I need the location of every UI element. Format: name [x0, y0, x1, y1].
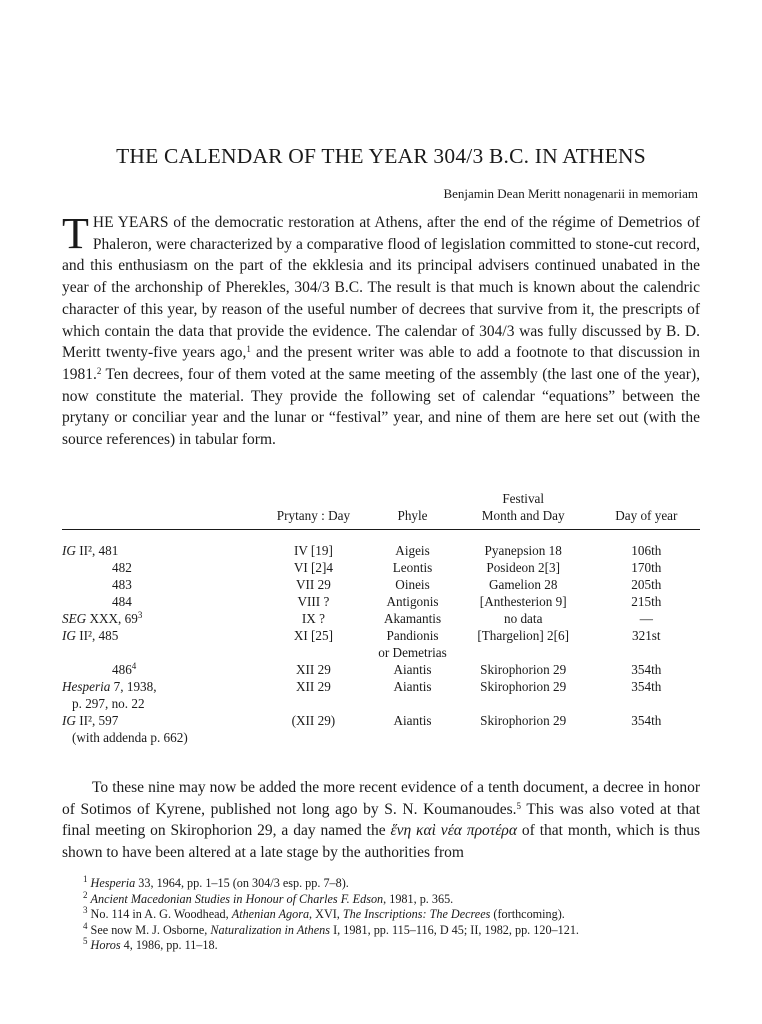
phyle-cell [371, 559, 454, 576]
phyle-name: Leontis [392, 560, 433, 575]
intro-paragraph [62, 209, 700, 451]
footnote [83, 907, 713, 923]
source-journal: Hesperia [62, 679, 111, 694]
source-ref: 482 [112, 560, 132, 575]
footnote-ref[interactable]: 2 [96, 365, 102, 376]
closing-paragraph [62, 777, 700, 864]
dedication: Benjamin Dean Meritt nonagenarii in memoriam [443, 186, 698, 201]
source-ref: II², 597 [75, 713, 119, 728]
phyle-name: Aiantis [393, 662, 432, 677]
table-row [62, 678, 700, 712]
phyle-cell [371, 678, 454, 712]
table-row [62, 661, 700, 678]
greek-phrase: ἕνη καὶ νέα προτέρα [390, 822, 518, 840]
prytany-cell: VIII ? [297, 594, 330, 609]
table-row [62, 559, 700, 576]
source-cell [62, 627, 256, 661]
footnote-number: 1 [83, 874, 88, 884]
day-of-year-cell: — [639, 611, 653, 626]
para-text: of that month, which is thus shown to have been altered at a late stage by the authorities from [62, 822, 701, 862]
footnote-title: The Inscriptions: The Decrees [342, 907, 491, 921]
footnote-number: 3 [83, 905, 88, 915]
footnote-text: No. 114 in A. G. Woodhead, [90, 907, 232, 921]
phyle-name: Akamantis [383, 611, 442, 626]
source-journal: IG [62, 543, 76, 558]
footnote-ref[interactable]: 3 [137, 610, 143, 620]
prytany-cell: IX ? [301, 611, 325, 626]
footnote [83, 920, 713, 939]
festival-header-bottom: Month and Day [454, 507, 593, 530]
footnote [83, 889, 713, 908]
festival-cell: Skirophorion 29 [480, 713, 567, 728]
source-ref: 486 [112, 662, 132, 677]
phyle-name: Aiantis [393, 679, 432, 694]
footnotes [83, 876, 713, 954]
source-journal: SEG [62, 611, 87, 626]
day-of-year-cell: 215th [631, 594, 662, 609]
para-text: and the present writer was able to add a footnote to that discussion in 1981. [62, 344, 700, 383]
table-row [62, 530, 700, 560]
festival-cell: [Anthesterion 9] [479, 594, 567, 609]
footnote-text: See now M. J. Osborne, [90, 922, 211, 937]
source-ref: 484 [112, 594, 132, 609]
phyle-name: Antigonis [386, 594, 439, 609]
footnote-text: 33, 1964, pp. 1–15 (on 304/3 esp. pp. 7–8). [135, 876, 349, 890]
source-ref: 483 [112, 577, 132, 592]
day-of-year-cell: 354th [631, 679, 662, 694]
phyle-cell [371, 712, 454, 746]
prytany-cell: XII 29 [296, 662, 331, 677]
footnote-ref[interactable]: 4 [131, 661, 137, 671]
phyle-name: Aigeis [395, 543, 430, 558]
phyle-alt: or Demetrias [378, 645, 447, 660]
footnote [83, 938, 713, 954]
era-abbrev: B.C. [334, 279, 363, 297]
phyle-name: Aiantis [393, 713, 432, 728]
footnote-title: Ancient Macedonian Studies in Honour of Charles F. Edson [90, 891, 384, 906]
footnote-ref[interactable]: 1 [246, 344, 251, 355]
footnote-text: 4, 1986, pp. 11–18. [120, 938, 218, 952]
footnote-ref[interactable]: 5 [516, 800, 522, 811]
table-header-row [62, 507, 700, 530]
phyle-name: Pandionis [386, 628, 439, 643]
source-ref-line2: p. 297, no. 22 [72, 696, 145, 711]
day-of-year-cell: 205th [631, 577, 662, 592]
prytany-cell: VI [2]4 [293, 560, 333, 575]
day-of-year-cell: 354th [631, 713, 662, 728]
source-cell [62, 712, 256, 746]
para-text: Ten decrees, four of them voted at the same meeting of the assembly (the last one of the year), now constitute the material. They provide the following set of calendar “equations” between the prytany or conciliar year and the lunar or “festival” year, and nine of them are here set out (with the source references) in tabular form. [62, 365, 700, 449]
day-of-year-cell: 170th [631, 560, 662, 575]
prytany-header: Prytany : Day [256, 507, 372, 530]
drop-cap: T [62, 209, 89, 258]
phyle-cell [371, 530, 454, 560]
footnote-number: 4 [83, 920, 88, 931]
para-text: This was also voted at that final meeting on Skirophorion 29, a day named the [62, 800, 701, 840]
phyle-name: Oineis [395, 577, 430, 592]
footnote-text: , 1981, p. 365. [383, 891, 454, 906]
prytany-cell: IV [19] [293, 543, 333, 558]
footnote-text: (forthcoming). [490, 907, 565, 921]
source-journal: IG [62, 628, 76, 643]
source-cell [62, 576, 256, 593]
table-row [62, 712, 700, 746]
footnote-title: Naturalization in Athens [210, 922, 331, 937]
footnote-number: 5 [83, 936, 88, 946]
phyle-cell [371, 576, 454, 593]
festival-cell: Gamelion 28 [488, 577, 558, 592]
table-header-row [62, 490, 700, 507]
footnote-number: 2 [83, 889, 88, 900]
source-cell [62, 661, 256, 678]
article-title: THE CALENDAR OF THE YEAR 304/3 B.C. IN ATHENS [116, 144, 646, 168]
para-text: HE YEARS of the democratic restoration at Athens, after the end of the régime of Demetrios of Phaleron, were characterized by a comparative flood of legislation committed to stone-cut record, and this enthusiasm on the part of the ekklesia and its principal advisers continued unabated in the year of the archonship of Pherekles, 304/3 [62, 214, 700, 297]
table-row [62, 593, 700, 610]
prytany-cell: VII 29 [296, 577, 331, 592]
source-cell [62, 593, 256, 610]
source-ref: 7, 1938, [110, 679, 157, 694]
footnote-title: Hesperia [90, 876, 136, 890]
para-text: The result is that much is known about the calendric character of this year, by reason of the useful number of decrees that survive from it, the prescripts of which contain the data that provide the evidence. The calendar of 304/3 was fully discussed by B. D. Meritt twenty-five years ago, [62, 279, 700, 362]
festival-cell: Skirophorion 29 [480, 662, 567, 677]
footnote-text: , XVI, [309, 907, 343, 921]
source-ref: II², 481 [75, 543, 119, 558]
source-cell [62, 610, 256, 627]
source-ref: XXX, 69 [86, 611, 138, 626]
source-ref-line2: (with addenda p. 662) [72, 730, 188, 745]
source-cell [62, 530, 256, 560]
footnote-title: Athenian Agora [231, 907, 310, 921]
para-text: To these nine may now be added the more recent evidence of a tenth document, a decree in honor of Sotimos of Kyrene, published not long ago by S. N. Koumanoudes. [62, 779, 700, 818]
table-row [62, 610, 700, 627]
prytany-cell: (XII 29) [291, 713, 336, 728]
festival-header-top: Festival [502, 491, 545, 506]
calendar-table [62, 490, 700, 746]
footnote-text: I, 1981, pp. 115–116, D 45; II, 1982, pp. 120–121. [330, 922, 579, 937]
festival-cell: no data [503, 611, 543, 626]
source-cell [62, 678, 256, 712]
phyle-cell [371, 610, 454, 627]
footnote-title: Horos [90, 938, 121, 952]
table-row [62, 576, 700, 593]
day-of-year-cell: 354th [631, 662, 662, 677]
day-of-year-cell: 321st [632, 628, 661, 643]
festival-cell: Pyanepsion 18 [484, 543, 562, 558]
phyle-cell [371, 627, 454, 661]
source-cell [62, 559, 256, 576]
festival-cell: Skirophorion 29 [480, 679, 567, 694]
phyle-cell [371, 593, 454, 610]
source-journal: IG [62, 713, 76, 728]
footnote [83, 876, 713, 892]
festival-cell: Posideon 2[3] [486, 560, 561, 575]
day-of-year-header: Day of year [593, 507, 700, 530]
festival-cell: [Thargelion] 2[6] [477, 628, 570, 643]
phyle-cell [371, 661, 454, 678]
day-of-year-cell: 106th [631, 543, 662, 558]
source-ref: II², 485 [75, 628, 119, 643]
table-row [62, 627, 700, 661]
prytany-cell: XII 29 [296, 679, 331, 694]
prytany-cell: XI [25] [293, 628, 333, 643]
phyle-header: Phyle [371, 507, 454, 530]
